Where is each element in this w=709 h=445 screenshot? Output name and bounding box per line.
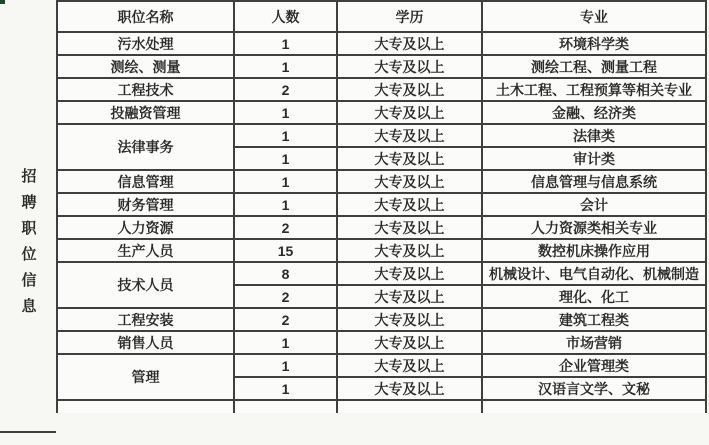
position-cell: 销售人员 [57,331,234,354]
position-cell: 污水处理 [57,32,234,55]
table-row [57,308,706,331]
education-cell: 大专及以上 [337,377,482,400]
education-cell: 大专及以上 [337,170,482,193]
partial-row [57,400,706,413]
count-cell: 1 [234,101,337,124]
major-cell: 金融、经济类 [482,101,706,124]
table-header [57,1,706,32]
table-row [57,124,706,147]
count-cell: 1 [234,170,337,193]
column-header-major: 专业 [482,1,706,32]
table-body [57,32,706,413]
position-cell: 信息管理 [57,170,234,193]
count-cell: 1 [234,377,337,400]
education-cell: 大专及以上 [337,216,482,239]
count-cell: 1 [234,331,337,354]
column-header-count: 人数 [234,1,337,32]
major-cell: 汉语言文学、文秘 [482,377,706,400]
count-cell: 1 [234,147,337,170]
position-cell: 人力资源 [57,216,234,239]
major-cell: 会计 [482,193,706,216]
recruitment-table [56,0,707,413]
education-cell: 大专及以上 [337,354,482,377]
position-cell: 测绘、测量 [57,55,234,78]
major-cell: 企业管理类 [482,354,706,377]
sidebar-vertical-label: 招聘职位信息 [19,167,37,324]
position-cell: 管理 [57,354,234,400]
major-cell: 测绘工程、测量工程 [482,55,706,78]
partial-cell [337,400,482,413]
count-cell: 2 [234,285,337,308]
partial-cell [57,400,234,413]
education-cell: 大专及以上 [337,78,482,101]
education-cell: 大专及以上 [337,239,482,262]
position-cell: 生产人员 [57,239,234,262]
count-cell: 1 [234,55,337,78]
table-row [57,78,706,101]
position-cell: 法律事务 [57,124,234,170]
major-cell: 理化、化工 [482,285,706,308]
table-row [57,216,706,239]
position-cell: 财务管理 [57,193,234,216]
education-cell: 大专及以上 [337,331,482,354]
education-cell: 大专及以上 [337,308,482,331]
table-row [57,170,706,193]
education-cell: 大专及以上 [337,147,482,170]
table-row [57,239,706,262]
position-cell: 工程技术 [57,78,234,101]
position-cell: 技术人员 [57,262,234,308]
partial-cell [482,400,706,413]
table-row [57,193,706,216]
education-cell: 大专及以上 [337,285,482,308]
column-header-education: 学历 [337,1,482,32]
education-cell: 大专及以上 [337,101,482,124]
education-cell: 大专及以上 [337,262,482,285]
count-cell: 1 [234,124,337,147]
major-cell: 建筑工程类 [482,308,706,331]
count-cell: 2 [234,308,337,331]
sidebar-vertical-cell [0,0,56,433]
major-cell: 审计类 [482,147,706,170]
education-cell: 大专及以上 [337,193,482,216]
partial-cell [234,400,337,413]
table-row [57,32,706,55]
column-header-position: 职位名称 [57,1,234,32]
count-cell: 2 [234,78,337,101]
count-cell: 1 [234,193,337,216]
count-cell: 2 [234,216,337,239]
table-row [57,331,706,354]
count-cell: 1 [234,32,337,55]
table-row [57,55,706,78]
major-cell: 市场营销 [482,331,706,354]
major-cell: 人力资源类相关专业 [482,216,706,239]
table-row [57,101,706,124]
position-cell: 工程安装 [57,308,234,331]
education-cell: 大专及以上 [337,32,482,55]
major-cell: 信息管理与信息系统 [482,170,706,193]
table-row [57,262,706,285]
major-cell: 土木工程、工程预算等相关专业 [482,78,706,101]
count-cell: 8 [234,262,337,285]
major-cell: 机械设计、电气自动化、机械制造 [482,262,706,285]
major-cell: 环境科学类 [482,32,706,55]
education-cell: 大专及以上 [337,124,482,147]
education-cell: 大专及以上 [337,55,482,78]
header-row [57,1,706,32]
table-row [57,354,706,377]
count-cell: 15 [234,239,337,262]
position-cell: 投融资管理 [57,101,234,124]
major-cell: 法律类 [482,124,706,147]
count-cell: 1 [234,354,337,377]
major-cell: 数控机床操作应用 [482,239,706,262]
